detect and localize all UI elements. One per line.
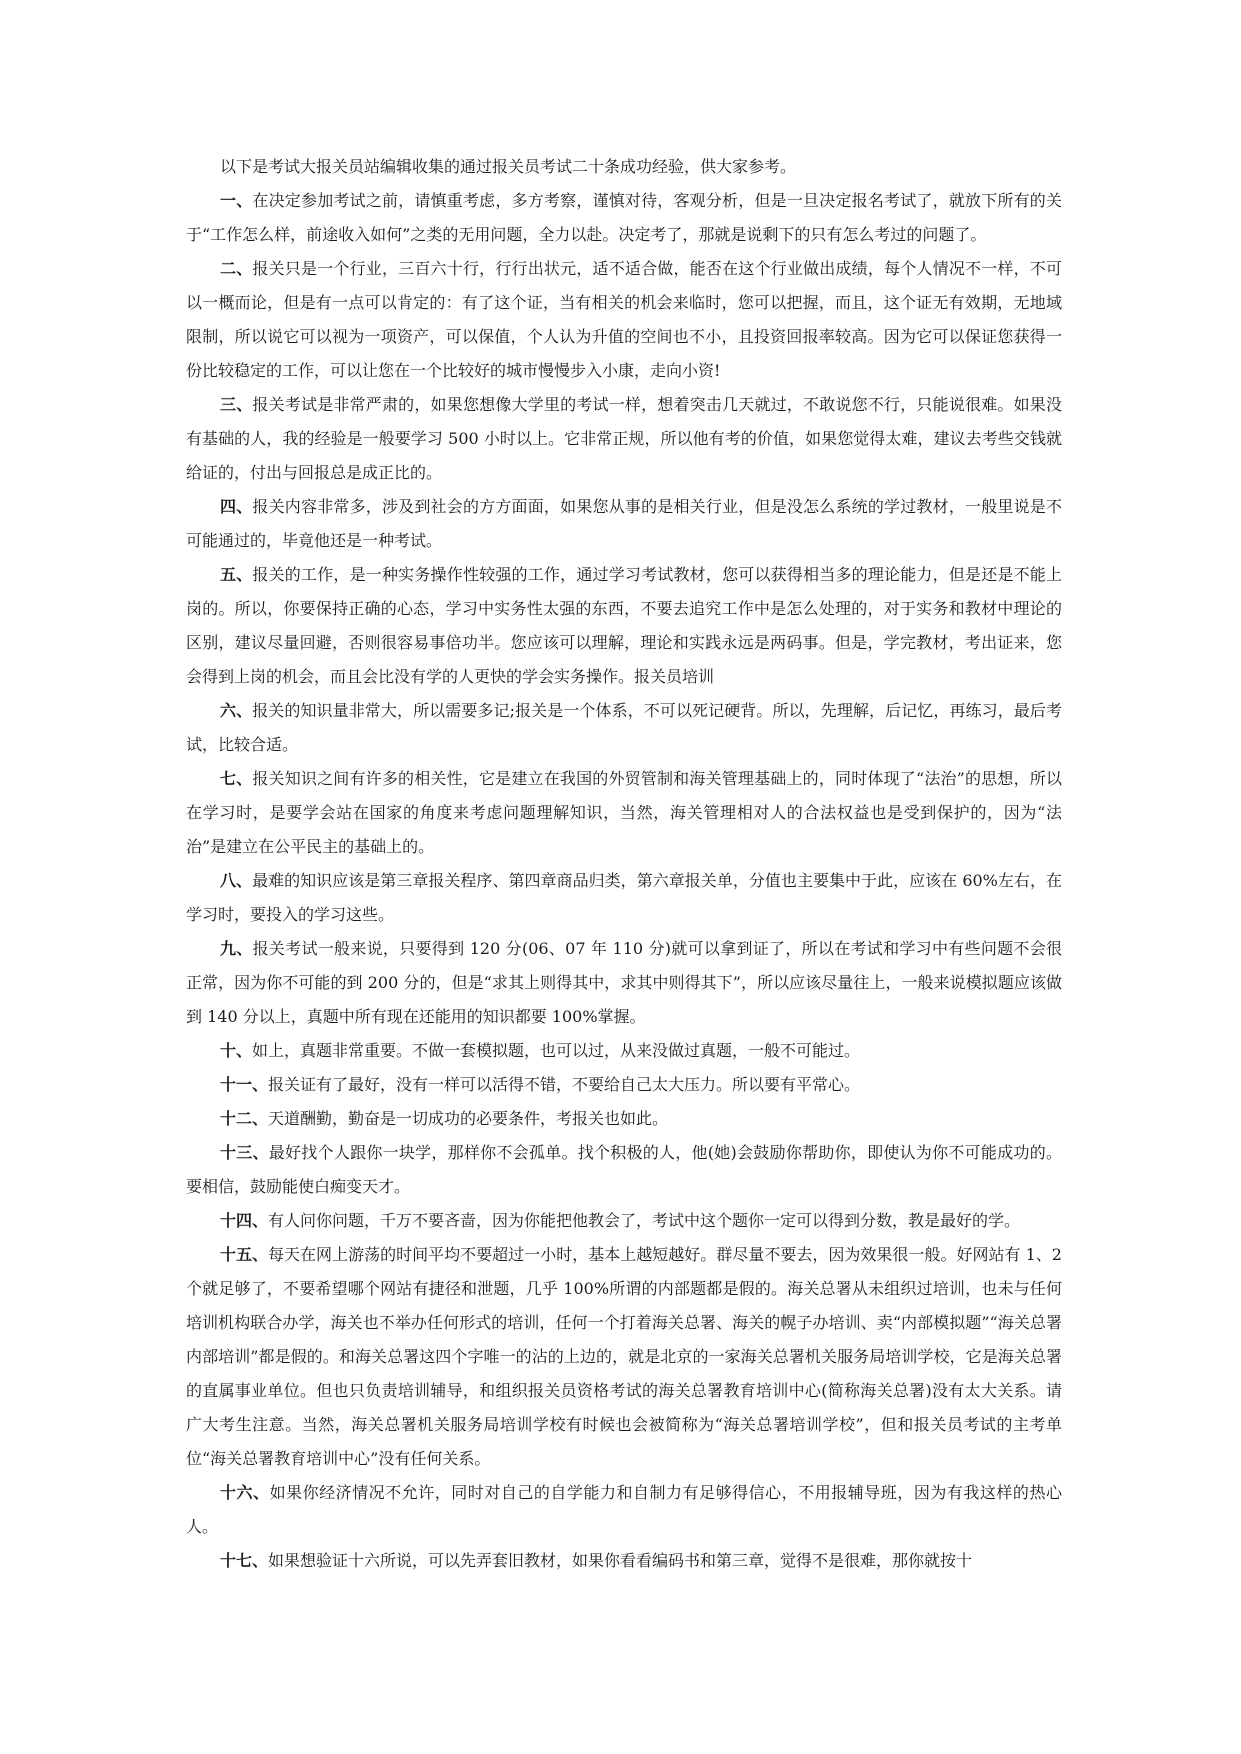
tip-paragraph	[186, 184, 1062, 252]
tip-paragraph	[186, 864, 1062, 932]
tip-number: 六、	[220, 701, 253, 720]
tip-text: 天道酬勤，勤奋是一切成功的必要条件，考报关也如此。	[268, 1109, 669, 1128]
tip-paragraph	[186, 490, 1062, 558]
tip-number: 五、	[220, 565, 253, 584]
tip-text: 报关内容非常多，涉及到社会的方方面面，如果您从事的是相关行业，但是没怎么系统的学过教材，一般里说是不可能通过的，毕竟他还是一种考试。	[186, 497, 1062, 550]
tip-text: 如上，真题非常重要。不做一套模拟题，也可以过，从来没做过真题，一般不可能过。	[252, 1041, 861, 1060]
tip-number: 九、	[220, 939, 253, 958]
tip-text: 如果想验证十六所说，可以先弄套旧教材，如果你看看编码书和第三章，觉得不是很难，那你就按十	[268, 1551, 973, 1570]
tip-text: 报关证有了最好，没有一样可以活得不错，不要给自己太大压力。所以要有平常心。	[268, 1075, 861, 1094]
tip-text: 报关的工作，是一种实务操作性较强的工作，通过学习考试教材，您可以获得相当多的理论能力，但是还是不能上岗的。所以，你要保持正确的心态，学习中实务性太强的东西，不要去追究工作中是怎么处理的，对于实务和教材中理论的区别，建议尽量回避，否则很容易事倍功半。您应该可以理解，理论和实践永远是两码事。但是，学完教材，考出证来，您会得到上岗的机会，而且会比没有学的人更快的学会实务操作。报关员培训	[186, 565, 1062, 686]
tip-text: 最难的知识应该是第三章报关程序、第四章商品归类，第六章报关单，分值也主要集中于此，应该在 60%左右，在学习时，要投入的学习这些。	[186, 871, 1062, 924]
tip-paragraph	[186, 1068, 1062, 1102]
tip-number: 八、	[220, 871, 253, 890]
tip-text: 最好找个人跟你一块学，那样你不会孤单。找个积极的人，他(她)会鼓励你帮助你，即使认为你不可能成功的。要相信，鼓励能使白痴变天才。	[186, 1143, 1062, 1196]
tip-text: 报关考试一般来说，只要得到 120 分(06、07 年 110 分)就可以拿到证了，所以在考试和学习中有些问题不会很正常，因为你不可能的到 200 分的，但是“求其上则得其中，求其中则得其下”，所以应该尽量往上，一般来说模拟题应该做到 140 分以上，真题中所有现在还能用的知识都要 100%掌握。	[186, 939, 1062, 1026]
tip-text: 在决定参加考试之前，请慎重考虑，多方考察，谨慎对待，客观分析，但是一旦决定报名考试了，就放下所有的关于“工作怎么样，前途收入如何”之类的无用问题，全力以赴。决定考了，那就是说剩下的只有怎么考过的问题了。	[186, 191, 1062, 244]
tip-paragraph	[186, 762, 1062, 864]
tip-number: 二、	[220, 259, 253, 278]
document-page	[186, 150, 1062, 1578]
tip-paragraph	[186, 932, 1062, 1034]
tip-paragraph	[186, 1238, 1062, 1476]
intro-paragraph: 以下是考试大报关员站编辑收集的通过报关员考试二十条成功经验，供大家参考。	[220, 157, 797, 176]
tip-text: 报关的知识量非常大，所以需要多记;报关是一个体系，不可以死记硬背。所以，先理解，后记忆，再练习，最后考试，比较合适。	[186, 701, 1062, 754]
tip-number: 三、	[220, 395, 253, 414]
tip-paragraph	[186, 1034, 1062, 1068]
tip-number: 七、	[220, 769, 253, 788]
tip-number: 十一、	[220, 1075, 269, 1094]
tip-text: 报关考试是非常严肃的，如果您想像大学里的考试一样，想着突击几天就过，不敢说您不行，只能说很难。如果没有基础的人，我的经验是一般要学习 500 小时以上。它非常正规，所以他有考的价值，如果您觉得太难，建议去考些交钱就给证的，付出与回报总是成正比的。	[186, 395, 1062, 482]
tip-paragraph	[186, 1204, 1062, 1238]
tip-text: 报关知识之间有许多的相关性，它是建立在我国的外贸管制和海关管理基础上的，同时体现了“法治”的思想，所以在学习时，是要学会站在国家的角度来考虑问题理解知识，当然，海关管理相对人的合法权益也是受到保护的，因为“法治”是建立在公平民主的基础上的。	[186, 769, 1062, 856]
tip-paragraph	[186, 1476, 1062, 1544]
tip-text: 报关只是一个行业，三百六十行，行行出状元，适不适合做，能否在这个行业做出成绩，每个人情况不一样，不可以一概而论，但是有一点可以肯定的：有了这个证，当有相关的机会来临时，您可以把握，而且，这个证无有效期，无地域限制，所以说它可以视为一项资产，可以保值，个人认为升值的空间也不小，且投资回报率较高。因为它可以保证您获得一份比较稳定的工作，可以让您在一个比较好的城市慢慢步入小康，走向小资!	[186, 259, 1062, 380]
tip-text: 每天在网上游荡的时间平均不要超过一小时，基本上越短越好。群尽量不要去，因为效果很一般。好网站有 1、2 个就足够了，不要希望哪个网站有捷径和泄题，几乎 100%所谓的内部题都是假的。海关总署从未组织过培训，也未与任何培训机构联合办学，海关也不举办任何形式的培训，任何一个打着海关总署、海关的幌子办培训、卖“内部模拟题”“海关总署内部培训”都是假的。和海关总署这四个字唯一的沾的上边的，就是北京的一家海关总署机关服务局培训学校，它是海关总署的直属事业单位。但也只负责培训辅导，和组织报关员资格考试的海关总署教育培训中心(简称海关总署)没有太大关系。请广大考生注意。当然，海关总署机关服务局培训学校有时候也会被简称为“海关总署培训学校”，但和报关员考试的主考单位“海关总署教育培训中心”没有任何关系。	[186, 1245, 1062, 1468]
tip-paragraph	[186, 1544, 1062, 1578]
tip-number: 四、	[220, 497, 253, 516]
tip-number: 十六、	[220, 1483, 270, 1502]
tip-paragraph	[186, 694, 1062, 762]
tip-number: 十二、	[220, 1109, 269, 1128]
tip-paragraph	[186, 558, 1062, 694]
tip-number: 十三、	[220, 1143, 269, 1162]
tip-paragraph	[186, 252, 1062, 388]
tip-text: 如果你经济情况不允许，同时对自己的自学能力和自制力有足够得信心，不用报辅导班，因为有我这样的热心人。	[186, 1483, 1062, 1536]
tips-list	[186, 184, 1062, 1578]
tip-paragraph	[186, 388, 1062, 490]
tip-number: 一、	[220, 191, 253, 210]
tip-text: 有人问你问题，千万不要吝啬，因为你能把他教会了，考试中这个题你一定可以得到分数，教是最好的学。	[268, 1211, 1021, 1230]
tip-paragraph	[186, 1102, 1062, 1136]
tip-number: 十四、	[220, 1211, 269, 1230]
tip-number: 十、	[220, 1041, 253, 1060]
tip-number: 十七、	[220, 1551, 269, 1570]
tip-number: 十五、	[220, 1245, 269, 1264]
tip-paragraph	[186, 1136, 1062, 1204]
